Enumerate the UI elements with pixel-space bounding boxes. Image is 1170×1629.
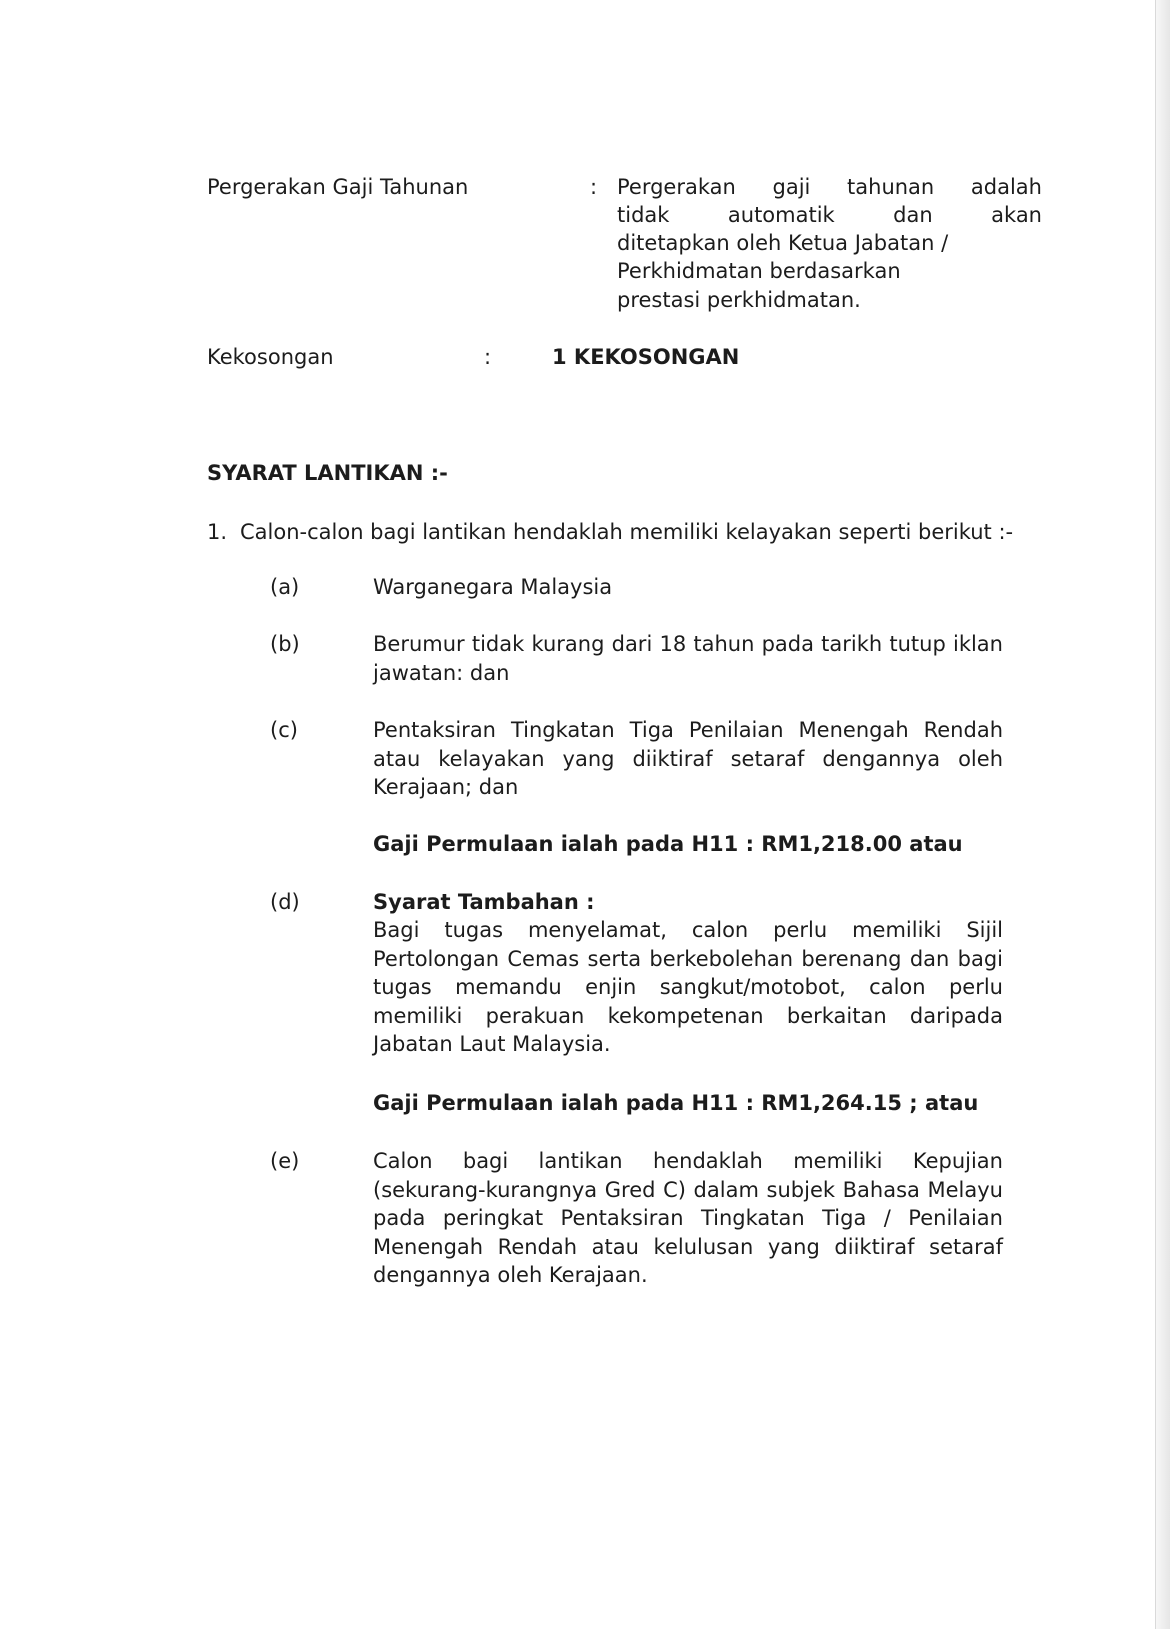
item-b-text: Berumur tidak kurang dari 18 tahun pada tarikh tutup iklan jawatan: dan [373, 632, 1003, 685]
starting-salary-2: Gaji Permulaan ialah pada H11 : RM1,264.15 ; atau [373, 1091, 979, 1115]
salary-movement-line-5: prestasi perkhidmatan. [617, 288, 861, 312]
item-e-text: Calon bagi lantikan hendaklah memiliki Kepujian (sekurang-kurangnya Gred C) dalam subjek Bahasa Melayu pada peringkat Pentaksiran Tingkatan Tiga / Penilaian Menengah Rendah atau kelulusan yang diiktiraf setaraf dengannya oleh Kerajaan. [373, 1149, 1003, 1287]
salary-movement-line-2: tidak automatik dan akan [617, 203, 1042, 227]
item-d-text: Bagi tugas menyelamat, calon perlu memiliki Sijil Pertolongan Cemas serta berkebolehan berenang dan bagi tugas memandu enjin sangkut/motobot, calon perlu memiliki perakuan kekompetenan berkaitan daripada Jabatan Laut Malaysia. [373, 918, 1003, 1056]
starting-salary-1: Gaji Permulaan ialah pada H11 : RM1,218.00 atau [373, 832, 963, 856]
item-a-text: Warganegara Malaysia [373, 575, 613, 599]
salary-movement-line-3: ditetapkan oleh Ketua Jabatan / [617, 231, 949, 255]
vacancy-label: Kekosongan [207, 345, 334, 369]
salary-movement-line-4: Perkhidmatan berdasarkan [617, 259, 901, 283]
salary-movement-line-1: Pergerakan gaji tahunan adalah [617, 175, 1042, 199]
salary-movement-label: Pergerakan Gaji Tahunan [207, 175, 469, 199]
requirements-intro: Calon-calon bagi lantikan hendaklah memiliki kelayakan seperti berikut :- [240, 520, 1014, 544]
requirements-heading: SYARAT LANTIKAN :- [207, 461, 448, 485]
item-c-marker: (c) [270, 718, 298, 742]
requirements-item-number: 1. [207, 520, 228, 544]
item-d-heading: Syarat Tambahan : [373, 890, 595, 914]
item-a-marker: (a) [270, 575, 300, 599]
item-c-text: Pentaksiran Tingkatan Tiga Penilaian Menengah Rendah atau kelayakan yang diiktiraf setaraf dengannya oleh Kerajaan; dan [373, 718, 1003, 799]
vacancy-colon: : [484, 345, 492, 369]
item-b-marker: (b) [270, 632, 300, 656]
item-e-marker: (e) [270, 1149, 300, 1173]
page-edge-shadow [1156, 0, 1170, 1629]
vacancy-value: 1 KEKOSONGAN [552, 345, 740, 369]
salary-movement-colon: : [590, 175, 598, 199]
item-d-marker: (d) [270, 890, 300, 914]
